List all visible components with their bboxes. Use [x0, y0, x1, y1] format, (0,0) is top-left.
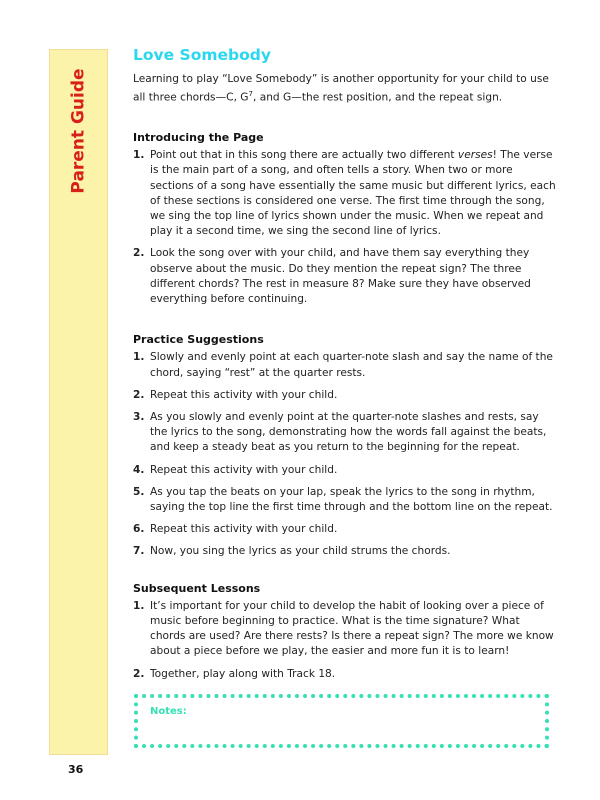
item-text: Repeat this activity with your child.: [150, 388, 338, 401]
parent-guide-sidebar: [49, 49, 108, 755]
section-introducing: [133, 130, 558, 307]
item-text: Look the song over with your child, and have them say everything they observe about the music. Do they mention the repeat sign? The three different chords? The rest in measure 8? Make sure they have observed everything before continuing.: [150, 247, 531, 305]
item-text: Repeat this activity with your child.: [150, 463, 338, 476]
list-item: [133, 463, 558, 478]
sidebar-label: Parent Guide: [68, 68, 89, 194]
list-item: [133, 485, 558, 515]
section-heading: Subsequent Lessons: [133, 581, 261, 595]
section-subsequent: [133, 581, 558, 682]
item-number: 3.: [133, 410, 145, 423]
page-number: 36: [68, 763, 84, 776]
list-item: [133, 350, 558, 380]
intro-text-end: , and G—the rest position, and the repeat sign.: [252, 91, 503, 104]
section-heading: Introducing the Page: [133, 130, 264, 144]
list-item: [133, 388, 558, 403]
item-text: Together, play along with Track 18.: [150, 667, 336, 680]
intro-text-start: Learning to play “Love Somebody” is another opportunity for your child to use all three chords—C, G: [133, 73, 549, 104]
item-text: As you slowly and evenly point at the quarter-note slashes and rests, say the lyrics to the song, demonstrating how the words fall against the beats, and keep a steady beat as you return to the beginning for the repeat.: [150, 410, 547, 454]
item-number: 7.: [133, 545, 145, 558]
item-number: 2.: [133, 388, 145, 401]
list-item: [133, 522, 558, 537]
notes-box[interactable]: [134, 694, 549, 748]
section-practice: [133, 332, 558, 559]
item-number: 5.: [133, 485, 145, 498]
item-number: 2.: [133, 667, 145, 680]
item-text: Point out that in this song there are actually two different: [150, 149, 458, 162]
item-number: 1.: [133, 149, 145, 162]
item-number: 2.: [133, 247, 145, 260]
item-text: Repeat this activity with your child.: [150, 523, 338, 536]
list-item: [133, 148, 558, 239]
sidebar-label-wrap: [50, 66, 107, 196]
intro-paragraph: [133, 72, 558, 106]
item-number: 1.: [133, 351, 145, 364]
notes-label: Notes:: [150, 706, 187, 717]
item-text: Now, you sing the lyrics as your child strums the chords.: [150, 545, 451, 558]
practice-list: [133, 350, 558, 559]
item-number: 6.: [133, 523, 145, 536]
item-italic-text: verses: [457, 149, 493, 162]
subsequent-list: [133, 599, 558, 682]
item-number: 1.: [133, 599, 145, 612]
list-item: [133, 544, 558, 559]
list-item: [133, 246, 558, 307]
chord-superscript: 7: [248, 90, 253, 99]
item-text: As you tap the beats on your lap, speak the lyrics to the song in rhythm, saying the top line the first time through and the bottom line on the repeat.: [150, 485, 553, 513]
list-item: [133, 410, 558, 456]
list-item: [133, 667, 558, 682]
item-number: 4.: [133, 463, 145, 476]
main-content: [133, 46, 558, 689]
item-text: ! The verse is the main part of a song, and often tells a story. When two or more sections of a song have essentially the same music but different lyrics, each of these sections is considered one verse. The first time through the song, we sing the top line of lyrics shown under the music. When we repeat and play it a second time, we sing the second line of lyrics.: [150, 149, 556, 238]
item-text: Slowly and evenly point at each quarter-note slash and say the name of the chord, saying “rest” at the quarter rests.: [150, 351, 553, 379]
page-title: Love Somebody: [133, 46, 271, 64]
list-item: [133, 599, 558, 660]
section-heading: Practice Suggestions: [133, 333, 264, 347]
item-text: It’s important for your child to develop the habit of looking over a piece of music before beginning to practice. What is the time signature? What chords are used? Are there rests? Is there a repeat sign? The more we know about a piece before we play, the easier and more fun it is to learn!: [150, 599, 554, 658]
introducing-list: [133, 148, 558, 307]
